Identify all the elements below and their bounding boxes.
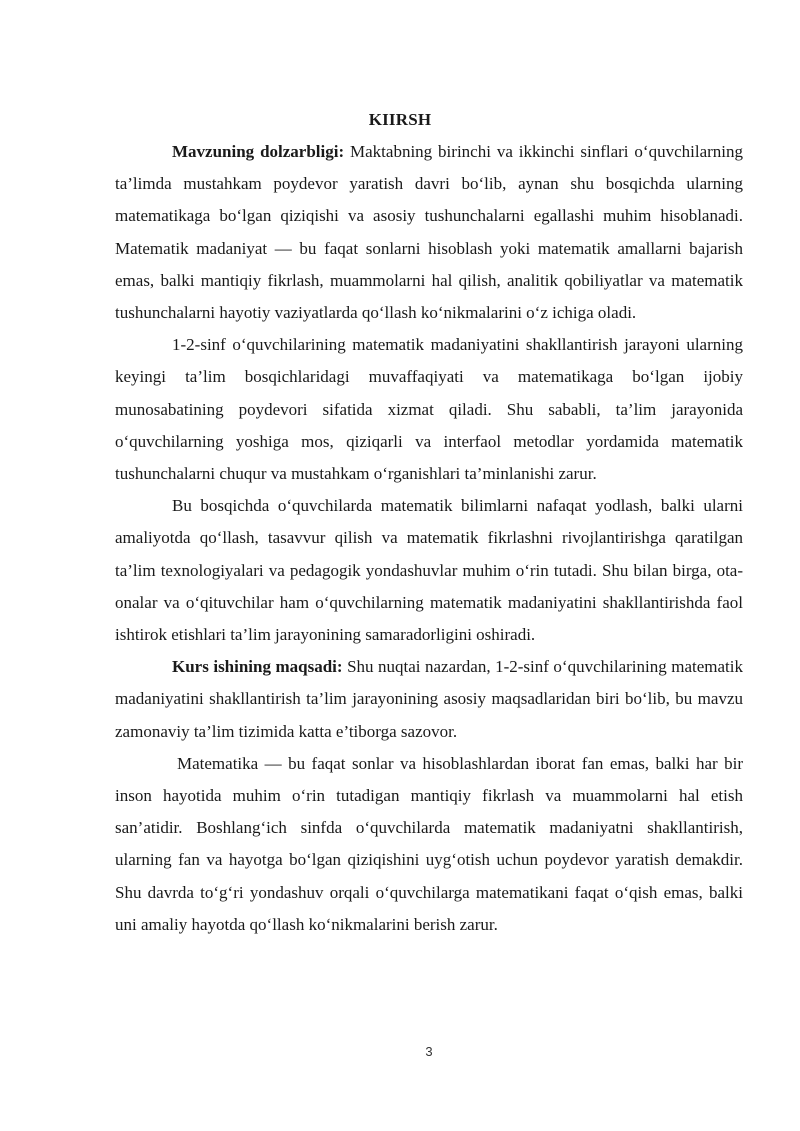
- page-number: 3: [425, 1044, 433, 1059]
- paragraph-text: Matematika — bu faqat sonlar va hisoblashlardan iborat fan emas, balki har bir inson hayotida muhim o‘rin tutadigan mantiqiy fikrlash va muammolarni hal etish san’atidir. Boshlang‘ich sinfda o‘quvchilarda matematik madaniyatni shakllantirish, ularning fan va hayotga bo‘lgan qiziqishini uyg‘otish uchun poydevor yaratish demakdir. Shu davrda to‘g‘ri yondashuv orqali o‘quvchilarga matematikani faqat o‘qish emas, balki uni amaliy hayotda qo‘llash ko‘nikmalarini berish zarur.: [115, 753, 743, 934]
- paragraph-text: Shu nuqtai nazardan, 1-2-sinf o‘quvchilarining matematik madaniyatini shakllantirish ta’lim jarayonining asosiy maqsadlaridan biri bo‘lib, bu mavzu zamonaviy ta’lim tizimida katta e’tiborga sazovor.: [115, 657, 743, 741]
- paragraph-stage-approaches: [115, 490, 743, 651]
- section-heading: KIIRSH: [368, 110, 432, 129]
- paragraph-mathematics-art: [115, 748, 743, 941]
- paragraph-text: Maktabning birinchi va ikkinchi sinflari o‘quvchilarning ta’limda mustahkam poydevor yaratish davri bo‘lib, aynan shu bosqichda ularning matematikaga bo‘lgan qiziqishi va asosiy tushunchalarni egallashi muhim hisoblanadi. Matematik madaniyat — bu faqat sonlarni hisoblash yoki matematik amallarni bajarish emas, balki mantiqiy fikrlash, muammolarni hal qilish, analitik qobiliyatlar va matematik tushunchalarni hayotiy vaziyatlarda qo‘llash ko‘nikmalarini o‘z ichiga oladi.: [115, 142, 743, 323]
- paragraph-text: Bu bosqichda o‘quvchilarda matematik bilimlarni nafaqat yodlash, balki ularni amaliyotda qo‘llash, tasavvur qilish va matematik fikrlashni rivojlantirishga qaratilgan ta’lim texnologiyalari va pedagogik yondashuvlar muhim o‘rin tutadi. Shu bilan birga, ota-onalar va o‘qituvchilar ham o‘quvchilarning matematik madaniyatini shakllantirishda faol ishtirok etishlari ta’lim jarayonining samaradorligini oshiradi.: [115, 496, 743, 645]
- paragraph-lead: Kurs ishining maqsadi:: [172, 657, 343, 677]
- paragraph-lead: Mavzuning dolzarbligi:: [172, 142, 345, 161]
- paragraph-relevance: [115, 136, 743, 329]
- body-text: [115, 136, 743, 941]
- paragraph-course-goal: [115, 651, 743, 748]
- paragraph-formation-process: [115, 329, 743, 490]
- paragraph-text: 1-2-sinf o‘quvchilarining matematik madaniyatini shakllantirish jarayoni ularning keyingi ta’lim bosqichlaridagi muvaffaqiyati va matematikaga bo‘lgan ijobiy munosabatining poydevori sifatida xizmat qiladi. Shu sababli, ta’lim jarayonida o‘quvchilarning yoshiga mos, qiziqarli va interfaol metodlar yordamida matematik tushunchalarni chuqur va mustahkam o‘rganishlari ta’minlanishi zarur.: [115, 335, 743, 484]
